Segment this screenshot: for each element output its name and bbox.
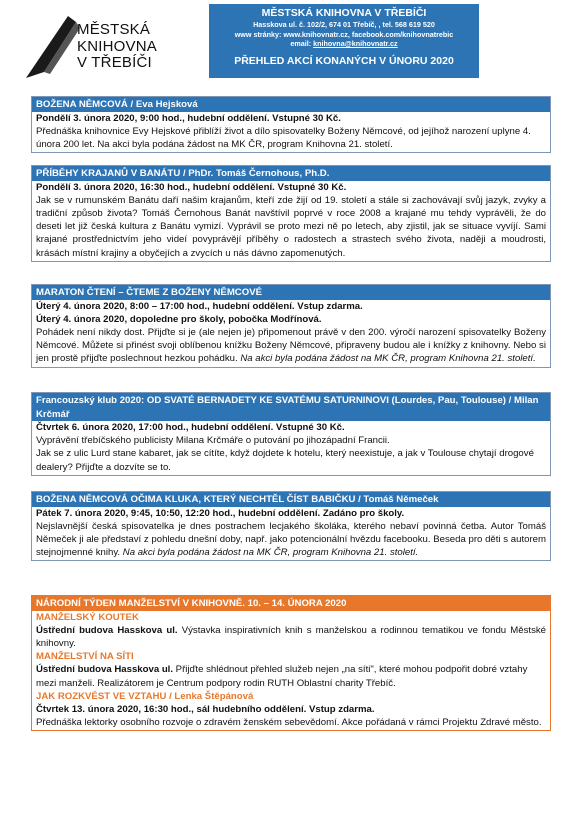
email-link[interactable]: knihovna@knihovnatr.cz	[313, 39, 398, 49]
event-block	[31, 491, 551, 561]
event-note: Na akci byla podána žádost na MK ČR, program Knihovna 21. století.	[240, 353, 536, 365]
event-text: Vyprávění třebíčského publicisty Milana Krčmáře o putování po jihozápadní Francii.	[36, 435, 390, 447]
page-header	[0, 0, 577, 90]
logo-text	[77, 22, 157, 72]
org-name: MĚSTSKÁ KNIHOVNA V TŘEBÍČI	[261, 7, 427, 19]
week-text-wrap	[36, 663, 546, 689]
header-info-box	[209, 4, 479, 78]
event-title: MARATON ČTENÍ – ČTEME Z BOŽENY NĚMCOVÉ	[32, 285, 550, 300]
event-text: Jak se v rumunském Banátu daří našim krajanům, kteří zde žijí od 19. století a stále si zachovávají svůj jazyk, zvyky a tradiční způsob života? Tomáš Černohous Banát navštívil poprvé v roce 2008 a krajané mu tehdy vyprávěli, že do deseti let již česká kultura z Banátu vymizí. Vyprávil se proto mezi ně po letech, aby zjistil, jak se situace vyvíjí. Sami krajané prostřednictvím jeho videí povyprávějí příběhy o radostech a strastech svého života, naději a moudrosti, krásách místní krajiny a obyčejích a zvycích u nás dávno zapomenutých.	[36, 194, 546, 259]
event-block	[31, 165, 551, 262]
week-subtitle: JAK ROZKVÉST VE VZTAHU / Lenka Štěpánová	[36, 690, 254, 702]
week-place: Ústřední budova Hasskova ul.	[36, 664, 174, 676]
event-note: Na akci byla podána žádost na MK ČR, program Knihovna 21. století.	[122, 547, 419, 559]
org-address: Hasskova ul. č. 102/2, 674 01 Třebíč, , tel. 568 619 520	[253, 20, 435, 29]
week-place: Čtvrtek 13. února 2020, 16:30 hod., sál hudebního oddělení. Vstup zdarma.	[36, 703, 375, 715]
event-text-wrap	[36, 520, 546, 560]
event-title: BOŽENA NĚMCOVÁ / Eva Hejsková	[32, 97, 550, 112]
org-web[interactable]: www stránky: www.knihovnatr.cz, facebook.com/knihovnatrebic	[234, 29, 454, 39]
event-when: Úterý 4. února 2020, 8:00 – 17:00 hod., hudební oddělení. Vstup zdarma.	[36, 300, 363, 312]
event-text: Nejslavnější česká spisovatelka je dnes postrachem lecjakého školáka, kterého nebaví povinná četba. Autor Tomáš Němeček ji ale představí z pohledu dnešní doby, např. jako potencionální hvězdu facebooku. Beseda pro děti s autorem stejnojmenné knihy.	[36, 520, 546, 559]
logo-line-3: V TŘEBÍČI	[77, 54, 152, 71]
week-place: Ústřední budova Hasskova ul.	[36, 624, 178, 636]
event-when: Čtvrtek 6. února 2020, 17:00 hod., hudební oddělení. Vstupné 30 Kč.	[36, 422, 345, 433]
week-title: NÁRODNÍ TÝDEN MANŽELSTVÍ V KNIHOVNĚ. 10. – 14. ÚNORA 2020	[32, 596, 550, 611]
page-title: PŘEHLED AKCÍ KONANÝCH V ÚNORU 2020	[234, 54, 454, 67]
event-text-2: Jak se z ulic Lurd stane kabaret, jak se cítíte, když dojdete k hotelu, který neexistuje, a jak v Toulouse chytají drogové dealery? Přijďte a dozvíte se to.	[36, 448, 534, 473]
event-when: Pondělí 3. února 2020, 16:30 hod., hudební oddělení. Vstupné 30 Kč.	[36, 181, 347, 193]
event-block	[31, 96, 551, 153]
week-text: Přednáška lektorky osobního rozvoje o zdravém ženském sebevědomí. Akce pořádaná v rámci Projektu Zdravé město.	[36, 717, 542, 729]
week-subtitle: MANŽELSTVÍ NA SÍTI	[36, 651, 134, 663]
org-email-line	[209, 39, 479, 49]
event-text: Přednáška knihovnice Evy Hejskové přiblíží život a dílo spisovatelky Boženy Němcové, od jejíhož narození uplyne 4. února 200 let. Na akci byla podána žádost na MK ČR, program Knihovna 21. století.	[36, 125, 531, 150]
event-title: BOŽENA NĚMCOVÁ OČIMA KLUKA, KTERÝ NECHTĚL ČÍST BABIČKU / Tomáš Němeček	[32, 492, 550, 507]
event-text: Pohádek není nikdy dost. Přijďte si je (ale nejen je) připomenout právě v den 200. výročí narození spisovatelky Boženy Němcové. Můžete si přinést svoji oblíbenou knížku Boženy Němcové, připraveny budou ale i knížky z knihovny. Nebo si jen prostě přijďte poslechnout hezkou pohádku.	[36, 326, 546, 365]
event-when: Pondělí 3. února 2020, 9:00 hod., hudební oddělení. Vstupné 30 Kč.	[36, 112, 341, 124]
event-text-wrap	[36, 326, 546, 366]
book-logo-icon	[24, 14, 84, 80]
logo-line-1: MĚSTSKÁ	[77, 21, 151, 38]
event-block	[31, 284, 551, 368]
event-when: Pátek 7. února 2020, 9:45, 10:50, 12:20 hod., hudební oddělení. Zadáno pro školy.	[36, 507, 405, 519]
week-text-wrap	[36, 624, 546, 650]
marriage-week-block	[31, 595, 551, 731]
event-block	[31, 392, 551, 476]
event-title: PŘÍBĚHY KRAJANŮ V BANÁTU / PhDr. Tomáš Černohous, Ph.D.	[32, 166, 550, 181]
library-logo	[24, 14, 157, 84]
week-text: Výstavka inspirativních knih s manželskou a rodinnou tematikou ve fondu Městské knihovny.	[36, 624, 547, 649]
event-when-2: Úterý 4. února 2020, dopoledne pro školy, pobočka Modřínová.	[36, 313, 322, 325]
email-label: email:	[290, 39, 314, 49]
week-subtitle: MANŽELSKÝ KOUTEK	[36, 611, 139, 623]
logo-line-2: KNIHOVNA	[77, 37, 157, 55]
event-title: Francouzský klub 2020: OD SVATÉ BERNADETY KE SVATÉMU SATURNINOVI (Lourdes, Pau, Toulouse) / Milan Krčmář	[32, 393, 550, 421]
week-text: Přijďte shlédnout přehled služeb nejen „na síti", které mohou podpořit dobré vztahy mezi manželi. Realizátorem je Centrum podpory rodin RUTH Oblastní charity Třebíč.	[36, 664, 528, 689]
